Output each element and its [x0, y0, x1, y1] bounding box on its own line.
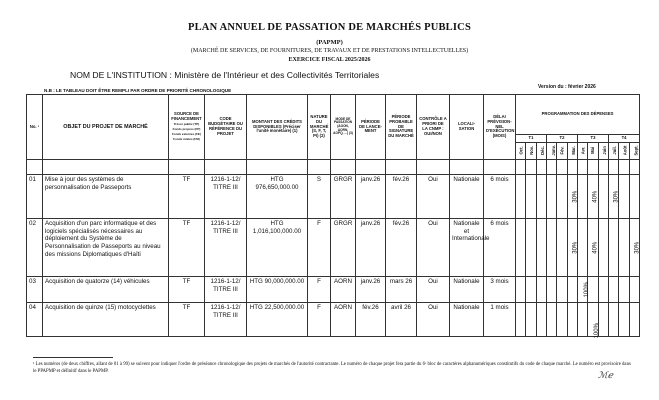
row-delay: 6 mois	[484, 174, 516, 218]
schedule-cell	[516, 276, 526, 302]
schedule-cell	[619, 276, 629, 302]
col-source	[169, 95, 205, 160]
quarter-t3: T3	[577, 135, 608, 143]
schedule-cell: 40%	[588, 174, 598, 218]
schedule-cell	[536, 174, 546, 218]
schedule-cell	[619, 302, 629, 336]
row-mode: GRGR	[331, 174, 356, 218]
schedule-cell: 30%	[629, 218, 639, 276]
row-location: Nationale	[450, 174, 484, 218]
row-source: TF	[169, 302, 205, 336]
schedule-cell	[577, 302, 587, 336]
version-date: Version du : février 2026	[538, 84, 596, 90]
schedule-cell	[629, 302, 639, 336]
col-nature: NATURE DU MARCHÉ (S, F, T, PI) (2)	[308, 95, 331, 160]
schedule-cell: 30%	[567, 174, 577, 218]
row-source: TF	[169, 174, 205, 218]
schedule-cell	[516, 302, 526, 336]
row-control: Oui	[417, 276, 450, 302]
row-launch: janv.26	[356, 174, 386, 218]
row-location: Nationale	[450, 302, 484, 336]
institution-name: Ministère de l'Intérieur et des Collectivités Territoriales	[174, 70, 380, 80]
priority-note: N.B : LE TABLEAU DOIT ÊTRE REMPLI PAR ORDRE DE PRIORITÉ CHRONOLOGIQUE	[44, 88, 232, 93]
row-launch: janv.26	[356, 276, 386, 302]
table-row	[27, 302, 640, 336]
fiscal-year: EXERCICE FISCAL 2025/2026	[288, 57, 371, 63]
row-signature: fév.26	[386, 218, 417, 276]
schedule-cell	[567, 302, 577, 336]
plan-subtitle: (MARCHÉ DE SERVICES, DE FOURNITURES, DE TRAVAUX ET DE PRESTATIONS INTELLECTUELLES)	[190, 48, 469, 54]
col-object: OBJET DU PROJET DE MARCHÉ	[43, 95, 169, 160]
schedule-cell	[567, 276, 577, 302]
schedule-cell: 100%	[588, 302, 598, 336]
row-code: 1216-1-12/ TITRE III	[205, 174, 247, 218]
schedule-cell	[608, 302, 618, 336]
schedule-cell	[546, 276, 556, 302]
row-launch: fév.26	[356, 302, 386, 336]
col-location: LOCALI-SATION	[450, 95, 484, 160]
row-location: Nationale	[450, 276, 484, 302]
schedule-cell	[629, 276, 639, 302]
col-source-detail: Trésor public (TP) Fonds propres (FP) Fonds externes (FE) Fonds mixtes (FM)	[172, 122, 201, 141]
row-object: Acquisition de quatorze (14) véhicules	[43, 276, 169, 302]
schedule-cell	[557, 218, 567, 276]
row-signature: fév.26	[386, 174, 417, 218]
month-cell: Déc.	[536, 142, 546, 159]
row-nature: F	[308, 302, 331, 336]
header-row	[27, 95, 640, 135]
col-code: CODE BUDGÉTAIRE OU RÉFÉRENCE DU PROJET	[205, 95, 247, 160]
month-cell: Janv.	[546, 142, 556, 159]
table-row	[27, 276, 640, 302]
schedule-cell	[546, 174, 556, 218]
month-cell: Mai	[588, 142, 598, 159]
col-mode: MODE DE PASSATION (AOON, AORN, AOPQ, ...) (3)	[331, 95, 356, 160]
row-signature: avril 26	[386, 302, 417, 336]
plan-acronym: (PAPMP)	[316, 39, 343, 46]
institution-label: NOM DE L'INSTITUTION :	[70, 70, 172, 80]
schedule-cell: 30%	[608, 174, 618, 218]
row-no: 03	[27, 276, 43, 302]
plan-title: PLAN ANNUEL DE PASSATION DE MARCHÉS PUBLICS	[187, 22, 471, 33]
col-amount: MONTANT DES CRÉDITS DISPONIBLES (Préciser l'unité monétaire) (1)	[247, 95, 308, 160]
quarter-t2: T2	[546, 135, 577, 143]
col-control: CONTRÔLE A PRIORI DE LA CNMP : OUI/NON	[417, 95, 450, 160]
procurement-table	[26, 94, 640, 337]
spacer-row	[27, 159, 640, 174]
row-delay: 6 mois	[484, 218, 516, 276]
month-cell: Fév.	[557, 142, 567, 159]
month-cell: Juin	[598, 142, 608, 159]
schedule-cell	[546, 302, 556, 336]
row-object: Acquisition d'un parc informatique et des logiciels spécialisés nécessaires au déploiement du Système de Personnalisation de Passeports au niveau des missions Diplomatiques d'Haïti	[43, 218, 169, 276]
month-cell: Août	[619, 142, 629, 159]
row-control: Oui	[417, 302, 450, 336]
row-amount: HTG 22,500,000.00	[247, 302, 308, 336]
col-no: No. ¹	[27, 95, 43, 160]
schedule-cell	[598, 276, 608, 302]
footnote-divider	[33, 357, 113, 358]
row-source: TF	[169, 218, 205, 276]
quarter-t4: T4	[608, 135, 639, 143]
month-cell: Juil.	[608, 142, 618, 159]
row-launch: janv.26	[356, 218, 386, 276]
row-delay: 3 mois	[484, 276, 516, 302]
footnote: ¹ Les numéros (de deux chiffres, allant de 01 à 99) se suivent pour indiquer l'ordre de préséance chronologique des projets de marchés de l'autorité contractante. Le numéro de chaque projet fera partie du 6ᵉ bloc de caractères alphanumériques constitutifs du code de chaque marché. Le numéro est provisoire dans le PPAPMP et définitif dans le PAPMP.	[33, 362, 631, 374]
schedule-cell	[536, 218, 546, 276]
schedule-cell	[526, 174, 536, 218]
month-cell: Nov.	[526, 142, 536, 159]
schedule-cell	[557, 302, 567, 336]
schedule-cell	[546, 218, 556, 276]
row-nature: F	[308, 218, 331, 276]
row-control: Oui	[417, 174, 450, 218]
schedule-cell	[536, 276, 546, 302]
schedule-cell	[516, 218, 526, 276]
institution-line	[70, 70, 379, 80]
row-amount: HTG 976,650,000.00	[247, 174, 308, 218]
row-object: Mise à jour des systèmes de personnalisation de Passeports	[43, 174, 169, 218]
schedule-cell: 30%	[567, 218, 577, 276]
month-cell: Mar.	[567, 142, 577, 159]
schedule-cell	[629, 174, 639, 218]
schedule-cell	[608, 276, 618, 302]
schedule-cell	[557, 276, 567, 302]
col-signature: PÉRIODE PROBABLE DE SIGNATURE DU MARCHÉ	[386, 95, 417, 160]
col-schedule: PROGRAMMATION DES DÉPENSES	[516, 95, 640, 135]
col-source-label: SOURCE DE FINANCEMENT	[171, 111, 202, 122]
row-no: 02	[27, 218, 43, 276]
month-cell: Sept.	[629, 142, 639, 159]
row-signature: mars 26	[386, 276, 417, 302]
month-cell: Avr.	[577, 142, 587, 159]
table-row	[27, 218, 640, 276]
row-amount: HTG 1,016,100,000.00	[247, 218, 308, 276]
row-no: 01	[27, 174, 43, 218]
row-delay: 1 mois	[484, 302, 516, 336]
row-nature: F	[308, 276, 331, 302]
schedule-cell: 40%	[588, 218, 598, 276]
row-location: Nationale et Internationale	[450, 218, 484, 276]
row-nature: S	[308, 174, 331, 218]
schedule-cell	[536, 302, 546, 336]
row-source: TF	[169, 276, 205, 302]
row-code: 1216-1-12/ TITRE III	[205, 302, 247, 336]
row-amount: HTG 90,000,000.00	[247, 276, 308, 302]
row-control: Oui	[417, 218, 450, 276]
row-object: Acquisition de quinze (15) motocyclettes	[43, 302, 169, 336]
schedule-cell	[516, 174, 526, 218]
schedule-cell	[608, 218, 618, 276]
schedule-cell	[526, 302, 536, 336]
schedule-cell	[557, 174, 567, 218]
quarter-t1: T1	[516, 135, 547, 143]
schedule-cell: 100%	[577, 276, 587, 302]
row-mode: GRGR	[331, 218, 356, 276]
col-delay: DÉLAI PRÉVISION-NEL D'EXÉCUTION (MOIS)	[484, 95, 516, 160]
row-no: 04	[27, 302, 43, 336]
row-mode: AORN	[331, 302, 356, 336]
row-code: 1216-1-12/ TITRE III	[205, 276, 247, 302]
row-code: 1216-1-12/ TITRE III	[205, 218, 247, 276]
table-row	[27, 174, 640, 218]
month-cell: Oct.	[516, 142, 526, 159]
schedule-cell	[526, 276, 536, 302]
schedule-cell	[619, 218, 629, 276]
col-launch: PÉRIODE DE LANCE-MENT	[356, 95, 386, 160]
row-mode: AORN	[331, 276, 356, 302]
handwritten-signature: ℳℯ	[598, 371, 613, 381]
schedule-cell	[526, 218, 536, 276]
